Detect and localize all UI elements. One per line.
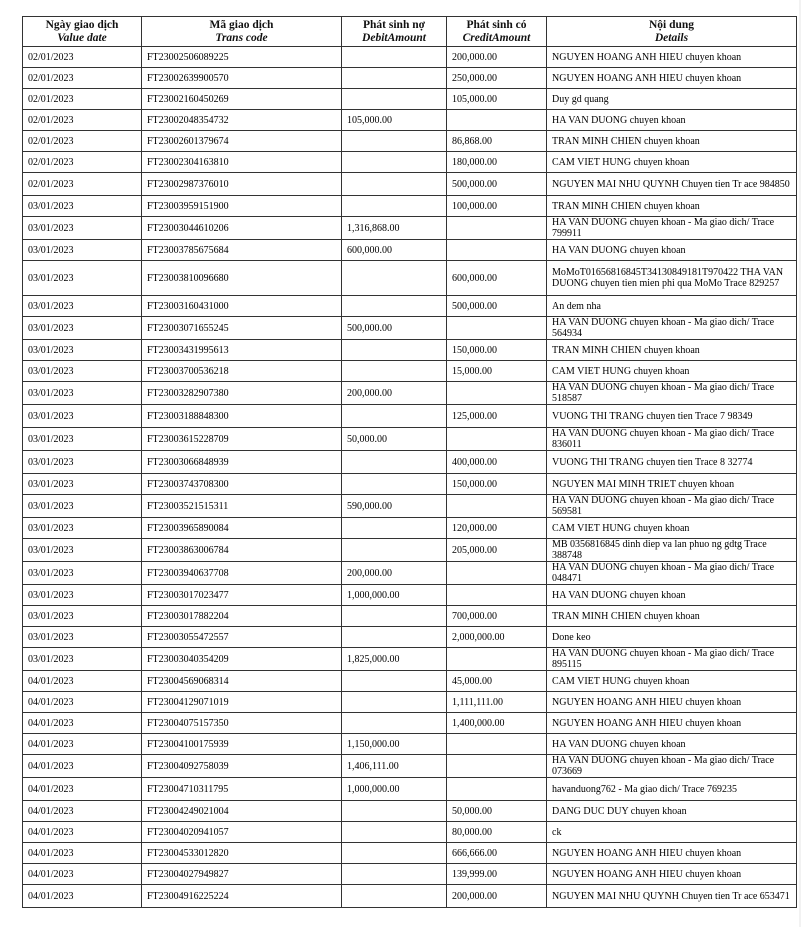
table-row [23,152,797,173]
debit-amount-cell [342,196,447,217]
value-date-cell: 02/01/2023 [23,152,142,173]
debit-amount-cell [342,173,447,196]
trans-code-cell: FT23003055472557 [142,627,342,648]
table-row [23,217,797,240]
details-cell: ck [547,822,797,843]
table-row [23,110,797,131]
value-date-cell: 04/01/2023 [23,778,142,801]
credit-amount-cell: 200,000.00 [447,885,547,908]
trans-code-cell: FT23004249021004 [142,801,342,822]
trans-code-cell: FT23003431995613 [142,340,342,361]
table-row [23,627,797,648]
credit-amount-cell [447,110,547,131]
value-date-cell: 03/01/2023 [23,340,142,361]
value-date-cell: 04/01/2023 [23,885,142,908]
value-date-cell: 04/01/2023 [23,734,142,755]
details-cell: NGUYEN MAI MINH TRIET chuyen khoan [547,474,797,495]
trans-code-cell: FT23004092758039 [142,755,342,778]
debit-amount-cell: 50,000.00 [342,428,447,451]
credit-amount-cell [447,562,547,585]
details-cell: TRAN MINH CHIEN chuyen khoan [547,131,797,152]
details-cell: An dem nha [547,296,797,317]
debit-amount-cell [342,474,447,495]
value-date-cell: 03/01/2023 [23,261,142,296]
value-date-cell: 03/01/2023 [23,428,142,451]
details-cell: HA VAN DUONG chuyen khoan - Ma giao dich/ Trace 569581 [547,495,797,518]
details-cell: HA VAN DUONG chuyen khoan [547,585,797,606]
table-row [23,474,797,495]
debit-amount-cell: 600,000.00 [342,240,447,261]
trans-code-cell: FT23003615228709 [142,428,342,451]
value-date-cell: 04/01/2023 [23,843,142,864]
value-date-cell: 03/01/2023 [23,539,142,562]
trans-code-cell: FT23002304163810 [142,152,342,173]
value-date-cell: 03/01/2023 [23,405,142,428]
credit-amount-cell: 120,000.00 [447,518,547,539]
credit-amount-cell: 139,999.00 [447,864,547,885]
credit-amount-cell: 15,000.00 [447,361,547,382]
table-row [23,864,797,885]
details-cell: NGUYEN MAI NHU QUYNH Chuyen tien Tr ace 984850 [547,173,797,196]
value-date-cell: 02/01/2023 [23,68,142,89]
details-cell: TRAN MINH CHIEN chuyen khoan [547,196,797,217]
details-cell: NGUYEN HOANG ANH HIEU chuyen khoan [547,692,797,713]
details-cell: NGUYEN HOANG ANH HIEU chuyen khoan [547,47,797,68]
trans-code-cell: FT23003940637708 [142,562,342,585]
value-date-cell: 03/01/2023 [23,495,142,518]
table-row [23,671,797,692]
trans-code-cell: FT23002639900570 [142,68,342,89]
value-date-cell: 04/01/2023 [23,671,142,692]
trans-code-cell: FT23003160431000 [142,296,342,317]
trans-code-cell: FT23003863006784 [142,539,342,562]
credit-amount-cell: 45,000.00 [447,671,547,692]
debit-amount-cell: 1,000,000.00 [342,778,447,801]
trans-code-cell: FT23003959151900 [142,196,342,217]
credit-amount-cell: 500,000.00 [447,296,547,317]
value-date-cell: 02/01/2023 [23,173,142,196]
details-cell: Done keo [547,627,797,648]
debit-amount-cell [342,47,447,68]
debit-amount-cell: 1,150,000.00 [342,734,447,755]
table-row [23,428,797,451]
debit-amount-cell [342,801,447,822]
table-row [23,89,797,110]
trans-code-cell: FT23003044610206 [142,217,342,240]
credit-amount-cell [447,778,547,801]
statement-page [22,16,797,908]
trans-code-cell: FT23004129071019 [142,692,342,713]
table-row [23,405,797,428]
debit-amount-cell [342,885,447,908]
header-trans-code: Mã giao dịch Trans code [142,17,342,47]
debit-amount-cell [342,131,447,152]
credit-amount-cell [447,734,547,755]
debit-amount-cell [342,68,447,89]
value-date-cell: 03/01/2023 [23,585,142,606]
debit-amount-cell [342,627,447,648]
details-cell: HA VAN DUONG chuyen khoan - Ma giao dich/ Trace 518587 [547,382,797,405]
trans-code-cell: FT23002160450269 [142,89,342,110]
credit-amount-cell: 205,000.00 [447,539,547,562]
value-date-cell: 03/01/2023 [23,382,142,405]
credit-amount-cell [447,585,547,606]
details-cell: HA VAN DUONG chuyen khoan - Ma giao dich/ Trace 048471 [547,562,797,585]
trans-code-cell: FT23003066848939 [142,451,342,474]
debit-amount-cell: 1,000,000.00 [342,585,447,606]
table-row [23,68,797,89]
credit-amount-cell [447,240,547,261]
details-cell: HA VAN DUONG chuyen khoan - Ma giao dich/ Trace 799911 [547,217,797,240]
credit-amount-cell: 105,000.00 [447,89,547,110]
table-row [23,340,797,361]
header-credit-amount: Phát sinh có CreditAmount [447,17,547,47]
credit-amount-cell: 50,000.00 [447,801,547,822]
debit-amount-cell: 1,406,111.00 [342,755,447,778]
details-cell: DANG DUC DUY chuyen khoan [547,801,797,822]
trans-code-cell: FT23003743708300 [142,474,342,495]
credit-amount-cell: 1,400,000.00 [447,713,547,734]
table-row [23,755,797,778]
details-cell: CAM VIET HUNG chuyen khoan [547,361,797,382]
value-date-cell: 03/01/2023 [23,361,142,382]
table-row [23,173,797,196]
credit-amount-cell: 200,000.00 [447,47,547,68]
value-date-cell: 03/01/2023 [23,240,142,261]
debit-amount-cell: 200,000.00 [342,562,447,585]
credit-amount-cell: 150,000.00 [447,474,547,495]
details-cell: havanduong762 - Ma giao dich/ Trace 769235 [547,778,797,801]
debit-amount-cell [342,152,447,173]
value-date-cell: 04/01/2023 [23,822,142,843]
credit-amount-cell: 86,868.00 [447,131,547,152]
details-cell: MoMoT01656816845T34130849181T970422 THA VAN DUONG chuyen tien mien phi qua MoMo Trace 829257 [547,261,797,296]
value-date-cell: 04/01/2023 [23,864,142,885]
credit-amount-cell [447,648,547,671]
table-row [23,495,797,518]
details-cell: TRAN MINH CHIEN chuyen khoan [547,606,797,627]
debit-amount-cell [342,296,447,317]
trans-code-cell: FT23004710311795 [142,778,342,801]
details-cell: VUONG THI TRANG chuyen tien Trace 7 98349 [547,405,797,428]
credit-amount-cell [447,428,547,451]
debit-amount-cell: 1,825,000.00 [342,648,447,671]
trans-code-cell: FT23002048354732 [142,110,342,131]
header-debit-amount: Phát sinh nợ DebitAmount [342,17,447,47]
header-value-date: Ngày giao dịch Value date [23,17,142,47]
debit-amount-cell [342,606,447,627]
table-row [23,361,797,382]
table-row [23,296,797,317]
trans-code-cell: FT23004075157350 [142,713,342,734]
debit-amount-cell [342,340,447,361]
trans-code-cell: FT23003071655245 [142,317,342,340]
credit-amount-cell [447,495,547,518]
trans-code-cell: FT23004027949827 [142,864,342,885]
credit-amount-cell [447,217,547,240]
debit-amount-cell [342,539,447,562]
trans-code-cell: FT23003188848300 [142,405,342,428]
value-date-cell: 03/01/2023 [23,606,142,627]
table-row [23,382,797,405]
table-row [23,801,797,822]
details-cell: HA VAN DUONG chuyen khoan - Ma giao dich/ Trace 564934 [547,317,797,340]
details-cell: HA VAN DUONG chuyen khoan [547,734,797,755]
debit-amount-cell: 105,000.00 [342,110,447,131]
credit-amount-cell: 1,111,111.00 [447,692,547,713]
credit-amount-cell [447,382,547,405]
value-date-cell: 04/01/2023 [23,755,142,778]
trans-code-cell: FT23004916225224 [142,885,342,908]
trans-code-cell: FT23003040354209 [142,648,342,671]
debit-amount-cell [342,822,447,843]
trans-code-cell: FT23003785675684 [142,240,342,261]
header-details: Nội dung Details [547,17,797,47]
value-date-cell: 03/01/2023 [23,196,142,217]
credit-amount-cell: 666,666.00 [447,843,547,864]
table-row [23,843,797,864]
table-row [23,451,797,474]
value-date-cell: 03/01/2023 [23,627,142,648]
value-date-cell: 03/01/2023 [23,451,142,474]
debit-amount-cell [342,361,447,382]
debit-amount-cell: 1,316,868.00 [342,217,447,240]
trans-code-cell: FT23004533012820 [142,843,342,864]
debit-amount-cell [342,451,447,474]
credit-amount-cell [447,317,547,340]
transaction-table [22,16,797,908]
table-row [23,562,797,585]
credit-amount-cell: 500,000.00 [447,173,547,196]
value-date-cell: 03/01/2023 [23,296,142,317]
trans-code-cell: FT23003017023477 [142,585,342,606]
trans-code-cell: FT23004569068314 [142,671,342,692]
value-date-cell: 03/01/2023 [23,317,142,340]
credit-amount-cell: 125,000.00 [447,405,547,428]
debit-amount-cell [342,864,447,885]
credit-amount-cell: 80,000.00 [447,822,547,843]
value-date-cell: 03/01/2023 [23,474,142,495]
table-row [23,261,797,296]
table-row [23,585,797,606]
table-row [23,885,797,908]
value-date-cell: 04/01/2023 [23,692,142,713]
credit-amount-cell: 150,000.00 [447,340,547,361]
table-row [23,692,797,713]
value-date-cell: 02/01/2023 [23,131,142,152]
details-cell: NGUYEN MAI NHU QUYNH Chuyen tien Tr ace 653471 [547,885,797,908]
value-date-cell: 02/01/2023 [23,110,142,131]
debit-amount-cell: 500,000.00 [342,317,447,340]
value-date-cell: 03/01/2023 [23,562,142,585]
table-row [23,713,797,734]
table-row [23,317,797,340]
debit-amount-cell [342,518,447,539]
trans-code-cell: FT23004100175939 [142,734,342,755]
value-date-cell: 04/01/2023 [23,801,142,822]
table-body [23,47,797,908]
credit-amount-cell: 180,000.00 [447,152,547,173]
trans-code-cell: FT23002601379674 [142,131,342,152]
details-cell: TRAN MINH CHIEN chuyen khoan [547,340,797,361]
details-cell: NGUYEN HOANG ANH HIEU chuyen khoan [547,843,797,864]
table-row [23,822,797,843]
table-row [23,518,797,539]
value-date-cell: 02/01/2023 [23,89,142,110]
trans-code-cell: FT23003965890084 [142,518,342,539]
debit-amount-cell: 590,000.00 [342,495,447,518]
trans-code-cell: FT23003810096680 [142,261,342,296]
credit-amount-cell: 400,000.00 [447,451,547,474]
details-cell: MB 0356816845 dinh diep va lan phuo ng gdtg Trace 388748 [547,539,797,562]
value-date-cell: 04/01/2023 [23,713,142,734]
details-cell: CAM VIET HUNG chuyen khoan [547,671,797,692]
details-cell: HA VAN DUONG chuyen khoan [547,240,797,261]
table-row [23,240,797,261]
trans-code-cell: FT23003282907380 [142,382,342,405]
debit-amount-cell [342,89,447,110]
details-cell: NGUYEN HOANG ANH HIEU chuyen khoan [547,864,797,885]
credit-amount-cell: 250,000.00 [447,68,547,89]
trans-code-cell: FT23003700536218 [142,361,342,382]
table-row [23,196,797,217]
debit-amount-cell [342,261,447,296]
details-cell: HA VAN DUONG chuyen khoan - Ma giao dich/ Trace 895115 [547,648,797,671]
details-cell: HA VAN DUONG chuyen khoan - Ma giao dich/ Trace 073669 [547,755,797,778]
credit-amount-cell: 600,000.00 [447,261,547,296]
debit-amount-cell [342,713,447,734]
debit-amount-cell [342,671,447,692]
trans-code-cell: FT23003017882204 [142,606,342,627]
credit-amount-cell: 100,000.00 [447,196,547,217]
credit-amount-cell [447,755,547,778]
table-row [23,539,797,562]
details-cell: NGUYEN HOANG ANH HIEU chuyen khoan [547,68,797,89]
table-row [23,47,797,68]
debit-amount-cell: 200,000.00 [342,382,447,405]
credit-amount-cell: 2,000,000.00 [447,627,547,648]
trans-code-cell: FT23004020941057 [142,822,342,843]
debit-amount-cell [342,692,447,713]
table-row [23,648,797,671]
table-row [23,606,797,627]
details-cell: HA VAN DUONG chuyen khoan - Ma giao dich/ Trace 836011 [547,428,797,451]
details-cell: Duy gd quang [547,89,797,110]
details-cell: CAM VIET HUNG chuyen khoan [547,152,797,173]
credit-amount-cell: 700,000.00 [447,606,547,627]
details-cell: VUONG THI TRANG chuyen tien Trace 8 32774 [547,451,797,474]
table-row [23,734,797,755]
trans-code-cell: FT23002987376010 [142,173,342,196]
table-row [23,778,797,801]
trans-code-cell: FT23002506089225 [142,47,342,68]
debit-amount-cell [342,405,447,428]
value-date-cell: 03/01/2023 [23,217,142,240]
value-date-cell: 03/01/2023 [23,648,142,671]
details-cell: NGUYEN HOANG ANH HIEU chuyen khoan [547,713,797,734]
value-date-cell: 03/01/2023 [23,518,142,539]
table-row [23,131,797,152]
table-header [23,17,797,47]
trans-code-cell: FT23003521515311 [142,495,342,518]
details-cell: CAM VIET HUNG chuyen khoan [547,518,797,539]
value-date-cell: 02/01/2023 [23,47,142,68]
details-cell: HA VAN DUONG chuyen khoan [547,110,797,131]
debit-amount-cell [342,843,447,864]
